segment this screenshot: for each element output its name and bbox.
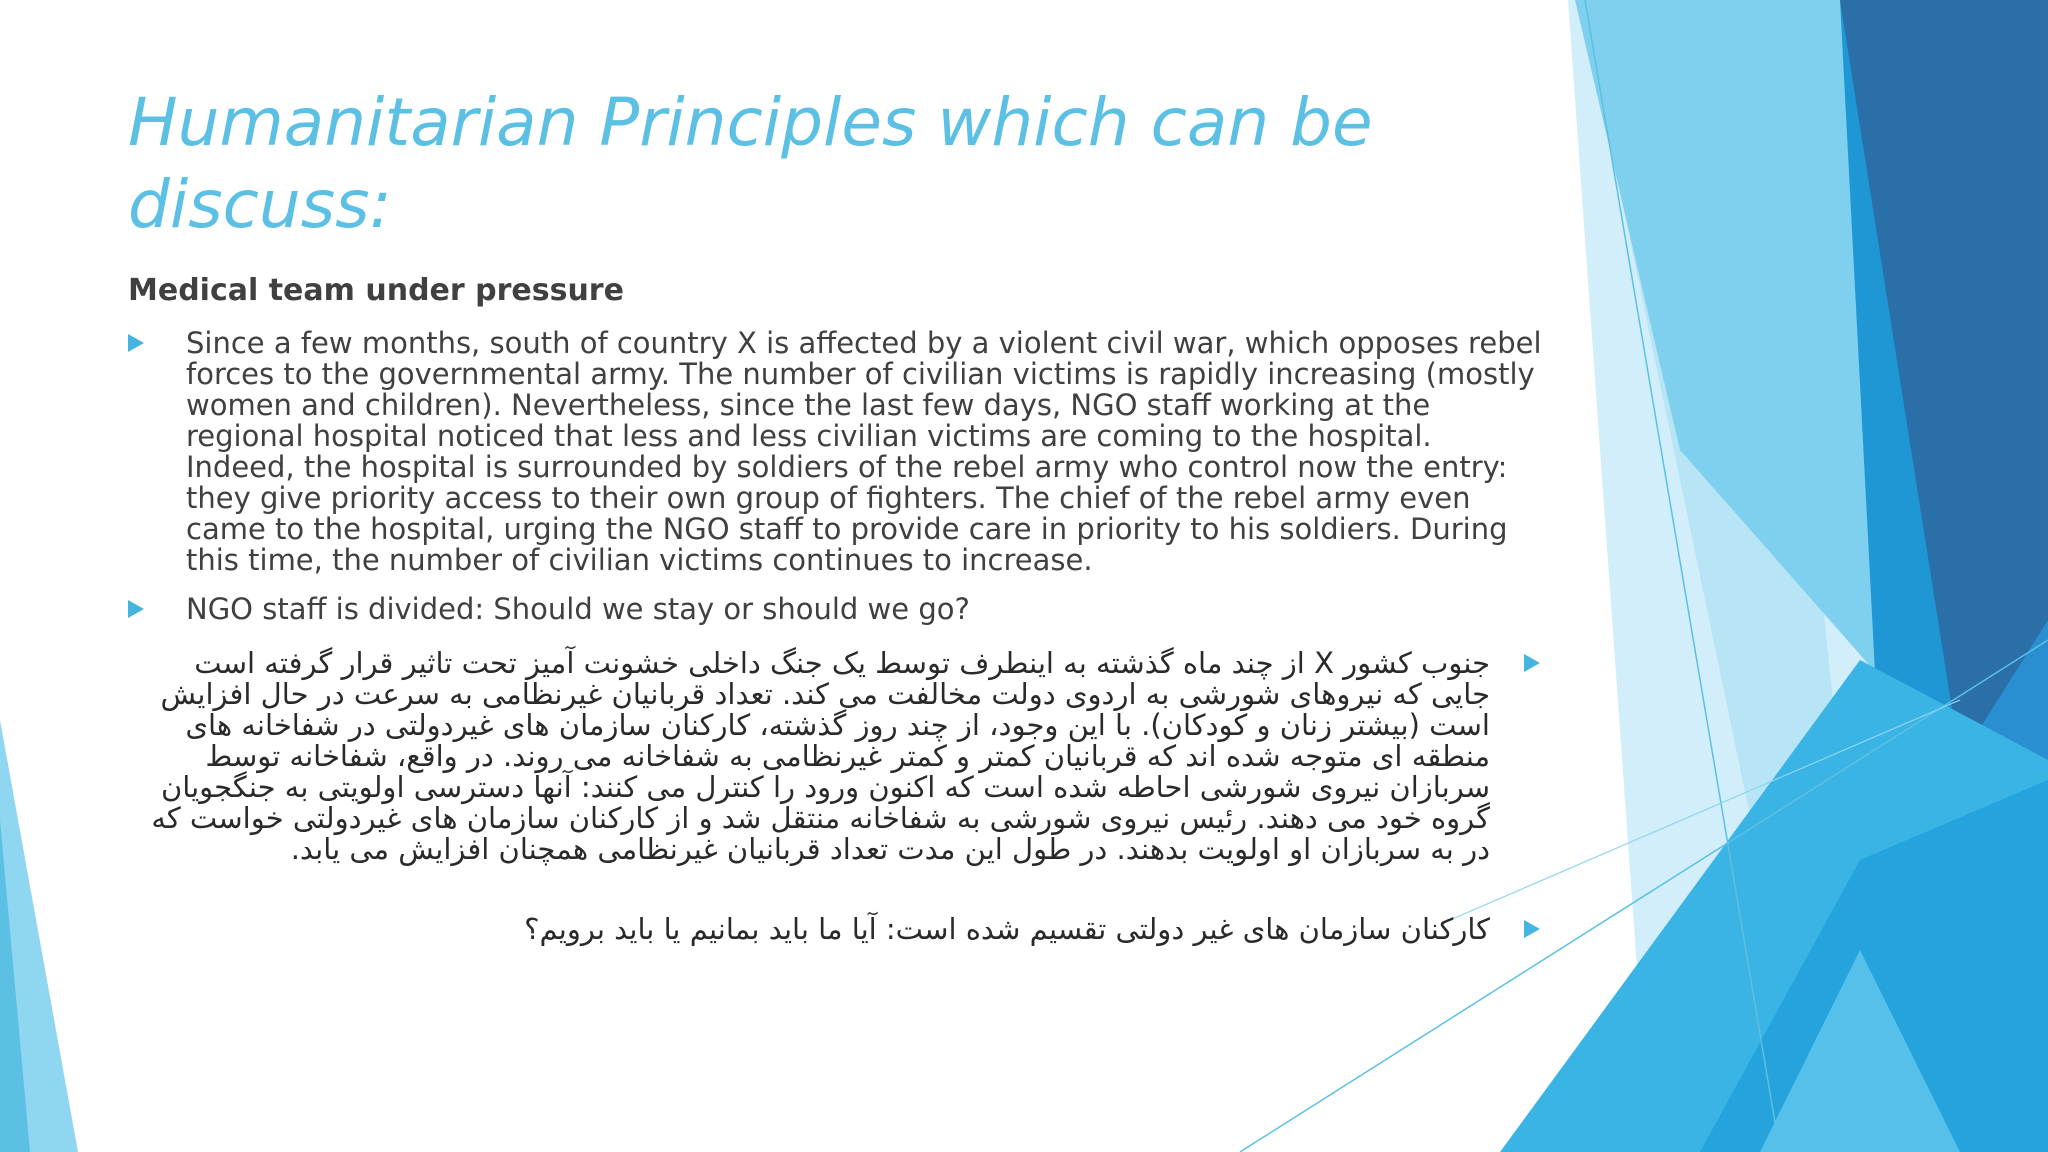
bullet-arrow-icon [128,328,186,358]
bullet-text: NGO staff is divided: Should we stay or should we go? [186,592,970,626]
bullet-item-scenario-fa [128,648,1540,865]
bullet-arrow-icon [128,594,186,624]
bullet-item-question-en [128,594,1548,625]
bullet-arrow-icon [1508,914,1540,944]
bullet-text: کارکنان سازمان های غیر دولتی تقسیم شده است: آیا ما باید بمانیم یا باید برویم؟ [524,912,1490,946]
slide-subtitle: Medical team under pressure [128,273,624,308]
bullet-item-question-fa [128,914,1540,945]
slide-title: Humanitarian Principles which can be discuss: [128,84,1373,243]
bullet-arrow-icon [1508,648,1540,678]
bullet-text: جنوب کشور X از چند ماه گذشته به اینطرف توسط یک جنگ داخلی خشونت آمیز تحت تاثیر قرار گرفته است جایی که نیروهای شورشی به اردوی دولت مخالفت می کند. تعداد قربانیان غیرنظامی به سرعت در حال افزایش است (بیشتر زنان و کودکان). با این وجود، از چند روز گذشته، کارکنان سازمان های غیردولتی در شفاخانه های منطقه ای متوجه شده اند که قربانیان کمتر و کمتر غیرنظامی به شفاخانه می روند. در واقع، شفاخانه توسط سربازان نیروی شورشی احاطه شده است که اکنون ورود را کنترل می کنند: آنها دسترسی اولویتی به جنگجویان گروه خود می دهند. رئیس نیروی شورشی به شفاخانه منتقل شد و از کارکنان سازمان های غیردولتی خواست که در به سربازان او اولویت بدهند. در طول این مدت تعداد قربانیان غیرنظامی همچنان افزایش می یابد. [151,646,1490,866]
bullet-text: Since a few months, south of country X is affected by a violent civil war, which opposes rebel forces to the governmental army. The number of civilian victims is rapidly increasing (mostly women and children). Nevertheless, since the last few days, NGO staff working at the regional hospital noticed that less and less civilian victims are coming to the hospital. Indeed, the hospital is surrounded by soldiers of the rebel army who control now the entry: they give priority access to their own group of fighters. The chief of the rebel army even came to the hospital, urging the NGO staff to provide care in priority to his soldiers. During this time, the number of civilian victims continues to increase. [186,326,1542,577]
bullet-item-scenario-en [128,328,1548,576]
